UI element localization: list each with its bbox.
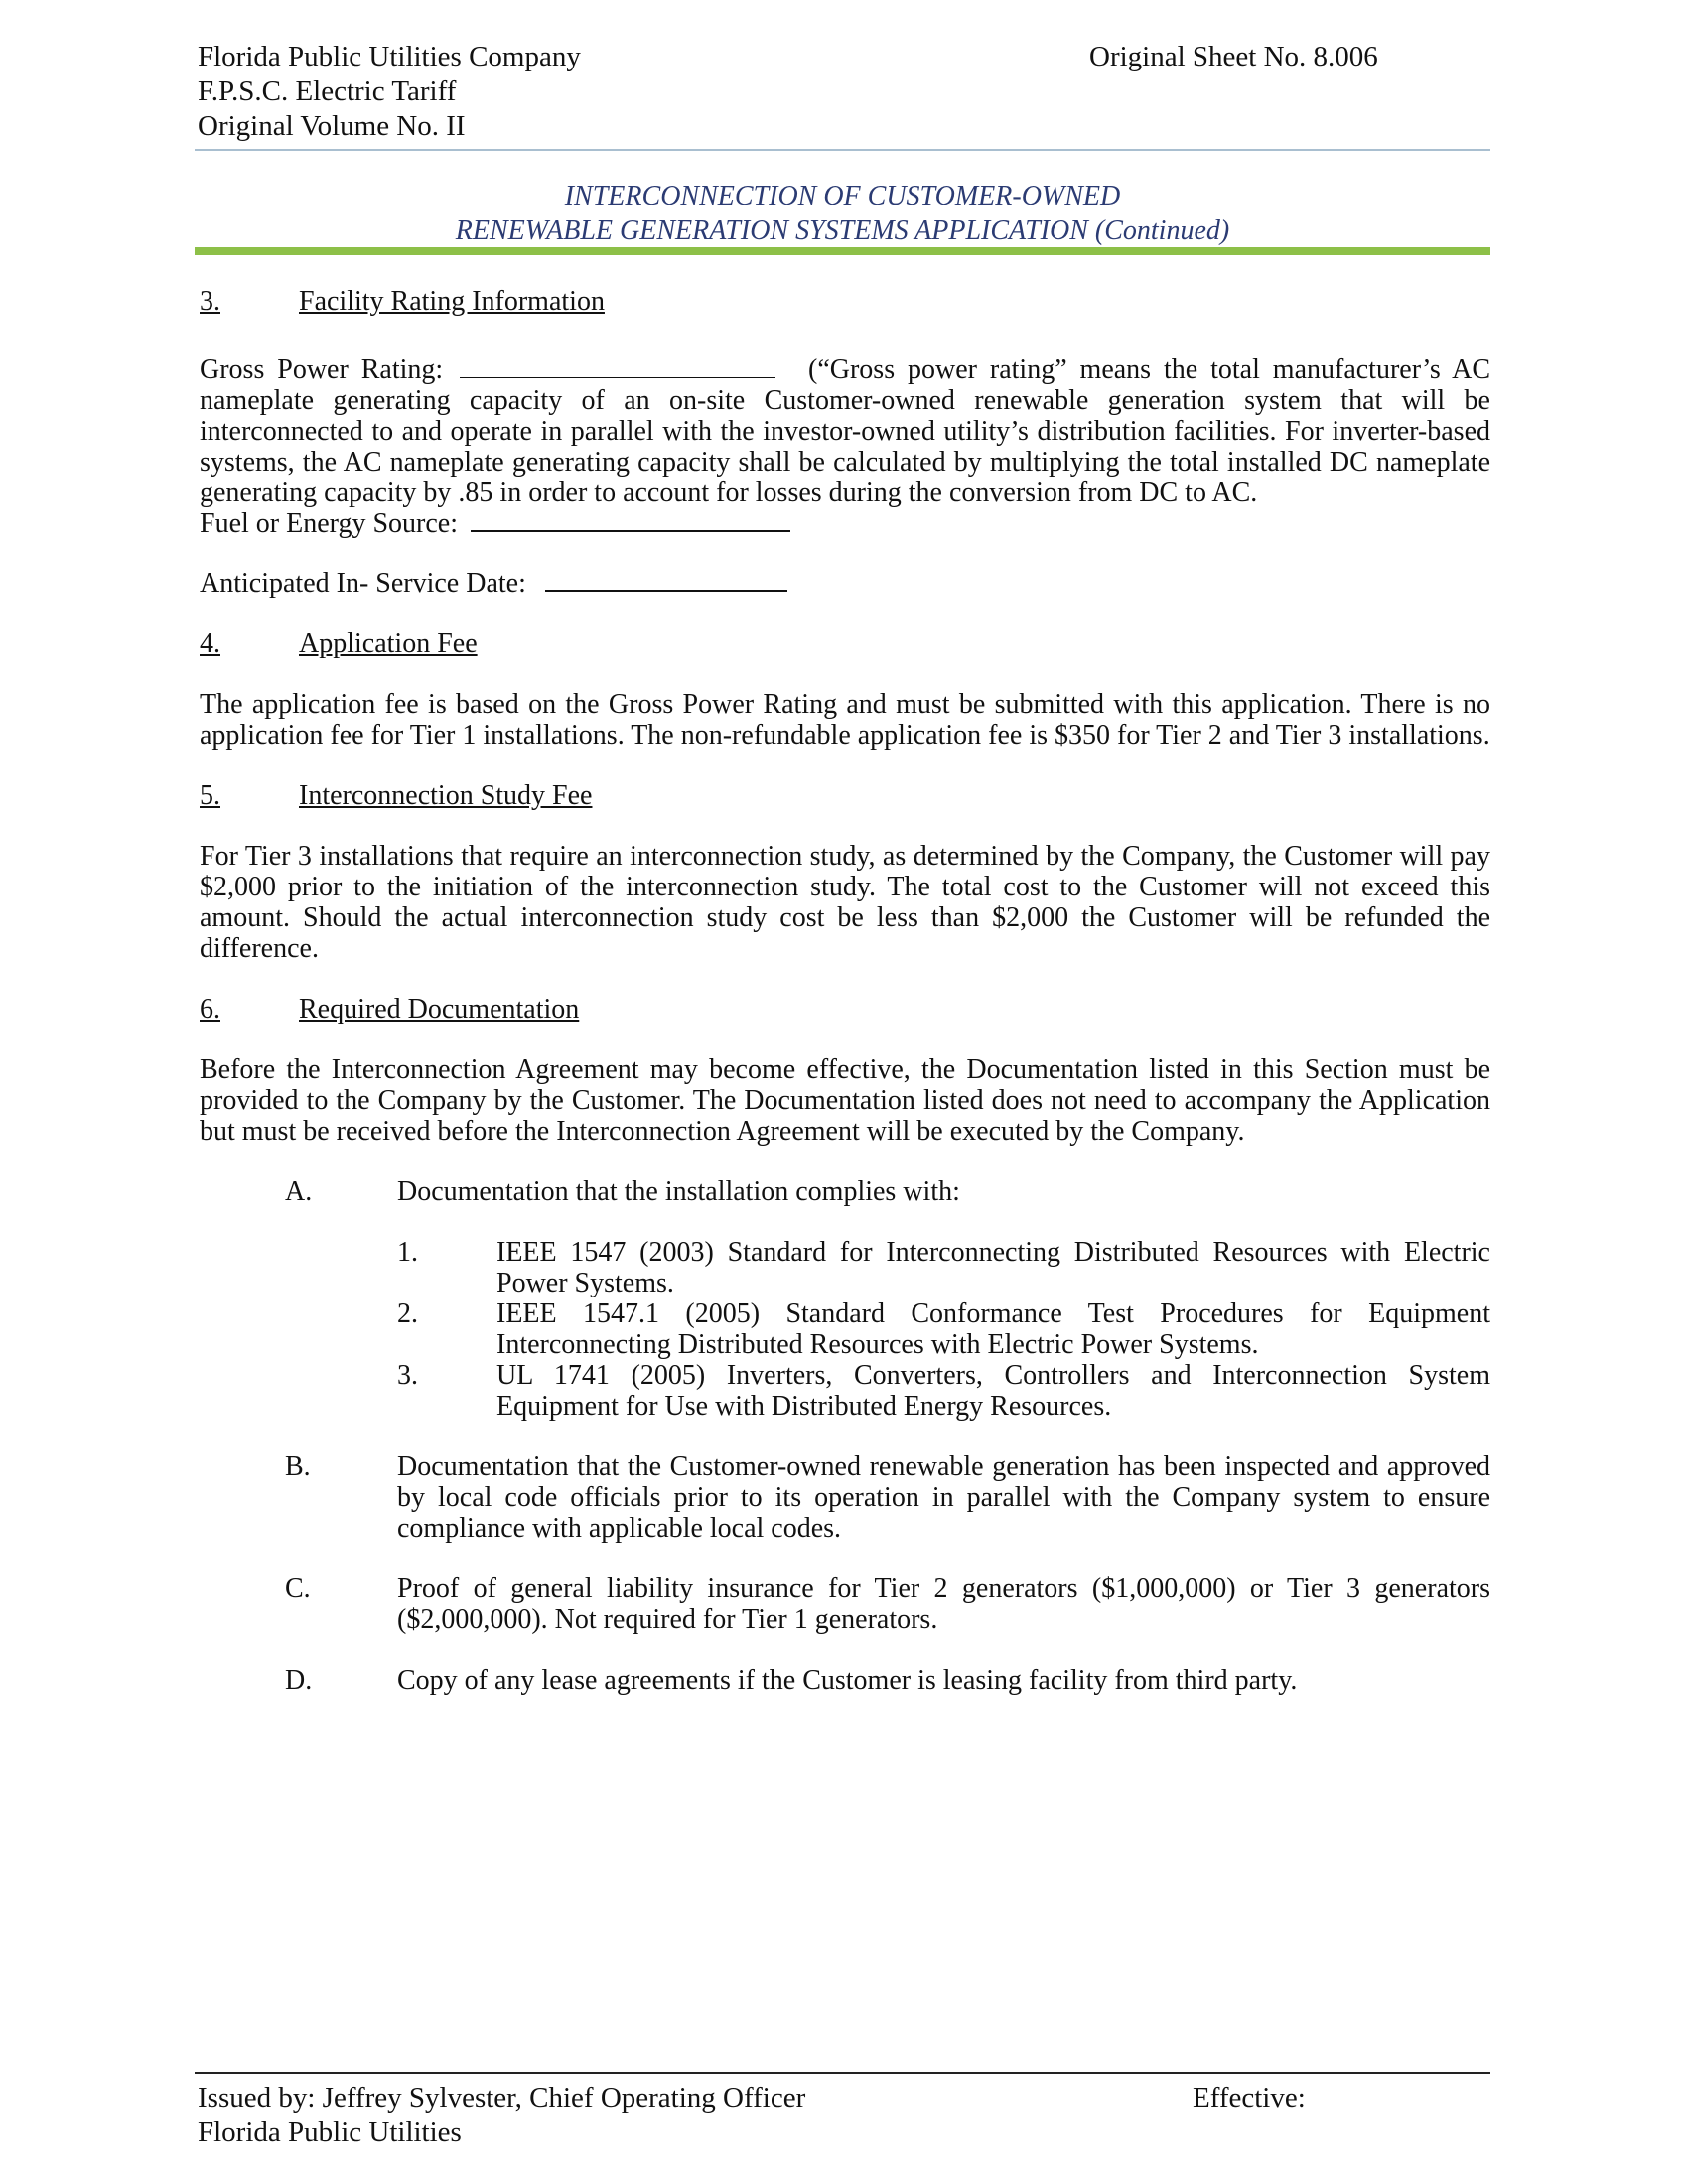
in-service-date-label: Anticipated In- Service Date: xyxy=(200,568,526,599)
documentation-item-d xyxy=(200,1665,1490,1696)
footer-issuer-block xyxy=(198,2081,805,2150)
gross-power-rating-paragraph xyxy=(200,354,1490,508)
in-service-date-line xyxy=(200,568,1490,599)
title-line-2: RENEWABLE GENERATION SYSTEMS APPLICATION (Continued) xyxy=(455,215,1230,246)
item-marker: A. xyxy=(285,1176,313,1207)
header-company: Florida Public Utilities Company xyxy=(198,41,581,72)
title-line-1: INTERCONNECTION OF CUSTOMER-OWNED xyxy=(564,181,1121,211)
footer-issued-by: Issued by: Jeffrey Sylvester, Chief Operating Officer xyxy=(198,2082,806,2114)
footer-organization: Florida Public Utilities xyxy=(198,2116,462,2148)
section-number: 6. xyxy=(200,994,220,1024)
in-service-date-blank[interactable] xyxy=(545,568,787,592)
fuel-source-label: Fuel or Energy Source: xyxy=(200,508,458,539)
item-marker: 2. xyxy=(397,1298,418,1329)
standard-item-2 xyxy=(200,1298,1490,1360)
standard-item-1 xyxy=(200,1237,1490,1298)
document-body xyxy=(200,286,1490,1696)
item-text: IEEE 1547.1 (2005) Standard Conformance Test Procedures for Equipment Interconnecting Distributed Resources with Electric Power Systems. xyxy=(496,1298,1490,1360)
documentation-item-a xyxy=(200,1176,1490,1207)
section-5-heading xyxy=(200,780,1490,811)
gross-power-rating-label: Gross Power Rating: xyxy=(200,354,444,385)
item-marker: 3. xyxy=(397,1360,418,1391)
item-text: Copy of any lease agreements if the Customer is leasing facility from third party. xyxy=(397,1665,1298,1696)
documentation-paragraph: Before the Interconnection Agreement may become effective, the Documentation listed in this Section must be provided to the Company by the Customer. The Documentation listed does not need to accompany the Application but must be received before the Interconnection Agreement will be executed by the Company. xyxy=(200,1054,1490,1147)
application-fee-paragraph: The application fee is based on the Gross Power Rating and must be submitted with this application. There is no application fee for Tier 1 installations. The non-refundable application fee is $350 for Tier 2 and Tier 3 installations. xyxy=(200,689,1490,751)
item-marker: 1. xyxy=(397,1237,418,1268)
item-text: Proof of general liability insurance for Tier 2 generators ($1,000,000) or Tier 3 generators ($2,000,000). Not required for Tier 1 generators. xyxy=(397,1573,1490,1635)
documentation-item-b xyxy=(200,1451,1490,1544)
item-marker: D. xyxy=(285,1665,313,1696)
item-marker: B. xyxy=(285,1451,311,1482)
item-marker: C. xyxy=(285,1573,311,1604)
section-title: Required Documentation xyxy=(299,994,580,1024)
page-title xyxy=(195,179,1490,248)
footer-effective: Effective: xyxy=(1193,2082,1306,2114)
header-sheet-number: Original Sheet No. 8.006 xyxy=(1089,41,1378,72)
gross-power-rating-blank[interactable] xyxy=(460,355,775,378)
section-4-heading xyxy=(200,628,1490,659)
section-6-heading xyxy=(200,994,1490,1024)
header-tariff: F.P.S.C. Electric Tariff xyxy=(198,75,457,107)
section-title: Interconnection Study Fee xyxy=(299,780,593,811)
header-divider xyxy=(195,149,1490,151)
header-volume: Original Volume No. II xyxy=(198,110,466,142)
item-text: Documentation that the installation complies with: xyxy=(397,1176,960,1207)
footer-divider xyxy=(195,2072,1490,2074)
study-fee-paragraph: For Tier 3 installations that require an interconnection study, as determined by the Company, the Customer will pay $2,000 prior to the initiation of the interconnection study. The total cost to the Customer will not exceed this amount. Should the actual interconnection study cost be less than $2,000 the Customer will be refunded the difference. xyxy=(200,841,1490,964)
section-title: Facility Rating Information xyxy=(299,286,605,317)
header-company-block xyxy=(198,40,581,144)
section-title: Application Fee xyxy=(299,628,478,659)
section-number: 4. xyxy=(200,628,220,659)
gross-power-rating-definition: (“Gross power rating” means the total manufacturer’s AC nameplate generating capacity of an on-site Customer-owned renewable generation system that will be interconnected to and operate in parallel with the investor-owned utility’s distribution facilities. For inverter-based systems, the AC nameplate generating capacity shall be calculated by multiplying the total installed DC nameplate generating capacity by .85 in order to account for losses during the conversion from DC to AC. xyxy=(200,354,1491,508)
standard-item-3 xyxy=(200,1360,1490,1422)
title-divider xyxy=(195,247,1490,255)
item-text: Documentation that the Customer-owned renewable generation has been inspected and approved by local code officials prior to its operation in parallel with the Company system to ensure compliance with applicable local codes. xyxy=(397,1451,1490,1544)
section-number: 5. xyxy=(200,780,220,811)
item-text: IEEE 1547 (2003) Standard for Interconnecting Distributed Resources with Electric Power Systems. xyxy=(496,1237,1490,1298)
fuel-source-line xyxy=(200,508,1490,539)
fuel-source-blank[interactable] xyxy=(471,508,790,532)
item-text: UL 1741 (2005) Inverters, Converters, Controllers and Interconnection System Equipment for Use with Distributed Energy Resources. xyxy=(496,1360,1490,1422)
documentation-item-c xyxy=(200,1573,1490,1635)
section-3-heading xyxy=(200,286,1490,317)
section-number: 3. xyxy=(200,286,220,317)
